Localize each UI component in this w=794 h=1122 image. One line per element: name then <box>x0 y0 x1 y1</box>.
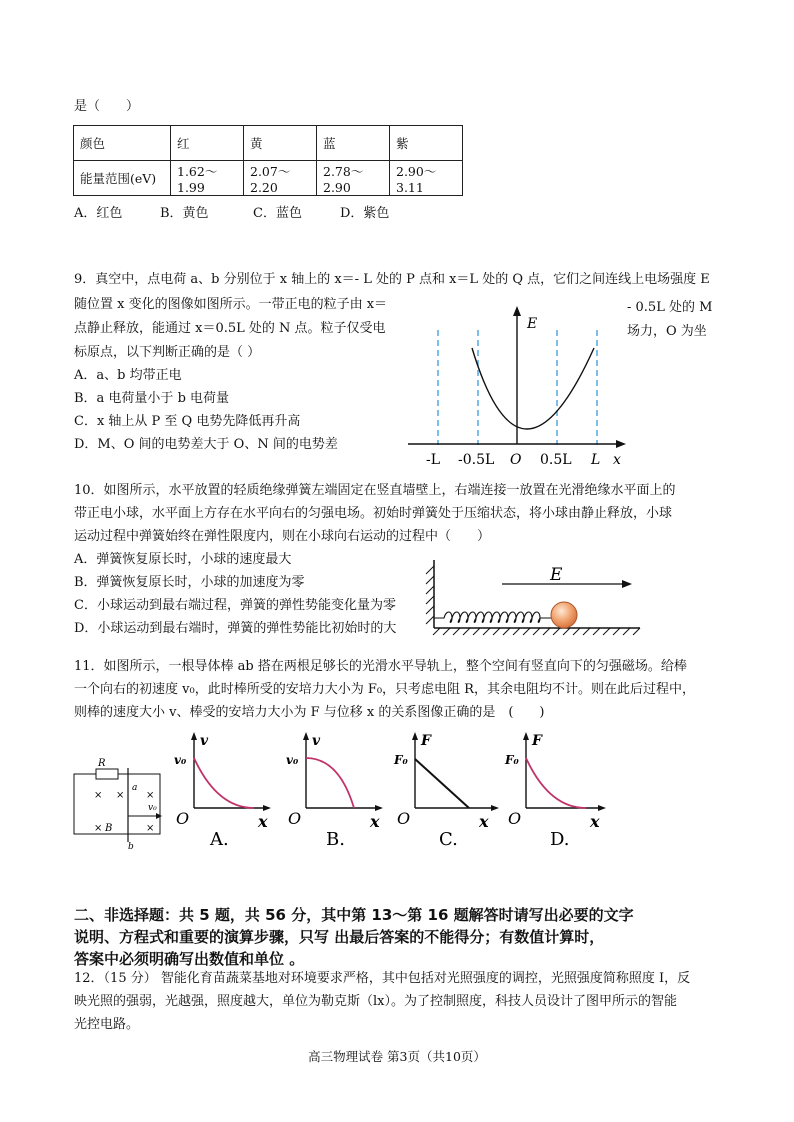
table-cell: 紫 <box>390 126 463 161</box>
q10-option-d[interactable]: D．小球运动到最右端时，弹簧的弹性势能比初始时的大 <box>74 621 397 636</box>
tick-label: -0.5L <box>458 452 495 468</box>
y0-label: F₀ <box>505 753 519 767</box>
q9-line1: 9．真空中，点电荷 a、b 分别位于 x 轴上的 x＝- L 处的 P 点和 x＝L 处的 Q 点，它们之间连线上电场强度 E <box>74 272 710 287</box>
table-cell: 颜色 <box>74 126 171 161</box>
q10-option-a[interactable]: A．弹簧恢复原长时，小球的速度最大 <box>74 552 292 567</box>
charged-ball <box>551 602 577 628</box>
cross-mark: × <box>146 790 155 801</box>
q8-intro: 是（ ） <box>74 99 140 114</box>
tick-label: L <box>591 452 601 468</box>
origin-label: O <box>508 809 522 828</box>
cross-mark: × <box>116 790 125 801</box>
q9-option-b[interactable]: B．a 电荷量小于 b 电荷量 <box>74 391 230 406</box>
y-axis-arrow-icon <box>412 732 418 740</box>
graph-line <box>415 759 469 808</box>
graph-curve <box>526 758 586 808</box>
option-label: B. <box>326 829 345 850</box>
table-cell: 蓝 <box>317 126 390 161</box>
x-label: x <box>258 812 268 831</box>
q10-option-b[interactable]: B．弹簧恢复原长时，小球的加速度为零 <box>74 575 305 590</box>
section2-line1: 二、非选择题：共 5 题，共 56 分，其中第 13～第 16 题解答时请写出必要的文字 <box>74 906 634 924</box>
field-label: E <box>550 565 563 585</box>
wall-hatching <box>426 566 434 624</box>
tick-label: -L <box>426 452 441 468</box>
y-axis-arrow-icon <box>513 306 521 316</box>
y-axis-arrow-icon <box>191 732 197 740</box>
cross-mark: × <box>94 790 103 801</box>
tick-label: 0.5L <box>540 452 572 468</box>
origin-label: O <box>288 809 302 828</box>
x-axis-arrow-icon <box>616 440 626 448</box>
option-label: A. <box>210 829 229 850</box>
cross-mark: × <box>94 823 103 834</box>
y0-label: F₀ <box>394 753 408 767</box>
table-cell: 2.78～2.90 <box>317 161 390 196</box>
v0-label: v₀ <box>148 803 157 813</box>
q9-line2a: 随位置 x 变化的图像如图所示。一带正电的粒子由 x＝ <box>74 297 388 312</box>
graph-curve <box>194 758 254 808</box>
q9-line3a: 点静止释放，能通过 x＝0.5L 处的 N 点。粒子仅受电 <box>74 321 386 336</box>
velocity-arrow-head-icon <box>156 813 162 819</box>
x-label: x <box>590 812 600 831</box>
floor-hatching <box>433 628 640 635</box>
x-axis-arrow-icon <box>598 805 606 811</box>
b-field-label: B <box>105 823 113 834</box>
y-label: v <box>312 733 321 749</box>
q11-line1: 11．如图所示，一根导体棒 ab 搭在两根足够长的光滑水平导轨上，整个空间有竖直向下的匀强磁场。给棒 <box>74 659 687 674</box>
q9-option-c[interactable]: C．x 轴上从 P 至 Q 电势先降低再升高 <box>74 414 301 429</box>
graph-option-d[interactable] <box>504 728 609 853</box>
y-label: F <box>421 733 431 749</box>
q10-option-c[interactable]: C．小球运动到最右端过程，弹簧的弹性势能变化量为零 <box>74 598 396 613</box>
q12-line3: 光控电路。 <box>74 1017 140 1032</box>
r-label: R <box>98 758 106 769</box>
e-curve <box>472 348 594 429</box>
q9-e-x-graph <box>400 300 630 470</box>
x-axis-arrow-icon <box>375 805 383 811</box>
a-label: a <box>132 783 138 793</box>
option-d[interactable]: D．紫色 <box>340 206 390 221</box>
table-row <box>74 161 463 196</box>
table-row <box>74 126 463 161</box>
q10-line2: 带正电小球，水平面上方存在水平向右的匀强电场。初始时弹簧处于压缩状态，将小球由静止释放，小球 <box>74 506 673 521</box>
q9-option-a[interactable]: A．a、b 均带正电 <box>74 368 182 383</box>
x-axis-arrow-icon <box>491 805 499 811</box>
y-label: E <box>527 316 538 332</box>
cross-mark: × <box>146 823 155 834</box>
y-axis-arrow-icon <box>523 732 529 740</box>
q11-circuit <box>72 750 172 850</box>
section2-line2: 说明、方程式和重要的演算步骤，只写 出最后答案的不能得分；有数值计算时， <box>74 928 605 946</box>
graph-option-b[interactable] <box>284 728 384 853</box>
q10-spring-figure <box>420 556 645 642</box>
q9-line2b: - 0.5L 处的 M <box>627 300 713 315</box>
x-label: x <box>613 452 621 468</box>
q12-line1: 12．（15 分） 智能化育苗蔬菜基地对环境要求严格，其中包括对光照强度的调控，光照强度简称照度 I，反 <box>74 971 691 986</box>
page-footer: 高三物理试卷 第3页（共10页） <box>308 1049 486 1064</box>
table-cell: 黄 <box>244 126 317 161</box>
y0-label: v₀ <box>286 753 299 767</box>
field-arrow-head-icon <box>622 580 632 588</box>
x-label: x <box>479 812 489 831</box>
q12-line2: 映光照的强弱，光越强，照度越大，单位为勒克斯（lx）。为了控制照度，科技人员设计了图甲所示的智能 <box>74 994 677 1009</box>
graph-curve <box>306 758 354 808</box>
q8-options <box>74 205 389 223</box>
q11-line2: 一个向右的初速度 v₀，此时棒所受的安培力大小为 F₀，只考虑电阻 R，其余电阻均不计。则在此后过程中， <box>74 682 695 697</box>
graph-option-a[interactable] <box>172 728 272 853</box>
spring <box>434 612 551 623</box>
x-label: x <box>370 812 380 831</box>
q10-line3: 运动过程中弹簧始终在弹性限度内，则在小球向右运动的过程中（ ） <box>74 529 491 544</box>
table-cell: 能量范围(eV) <box>74 161 171 196</box>
resistor <box>96 769 118 779</box>
y-label: F <box>532 733 542 749</box>
y0-label: v₀ <box>174 753 187 767</box>
graph-option-c[interactable] <box>393 728 503 853</box>
table-cell: 1.62～1.99 <box>171 161 244 196</box>
y-axis-arrow-icon <box>303 732 309 740</box>
tick-label: O <box>510 452 522 468</box>
table-cell: 2.07～2.20 <box>244 161 317 196</box>
option-b[interactable]: B．黄色 <box>160 206 209 221</box>
table-cell: 红 <box>171 126 244 161</box>
option-label: C. <box>439 829 458 850</box>
table-cell: 2.90～3.11 <box>390 161 463 196</box>
q9-line4: 标原点，以下判断正确的是（ ） <box>74 345 261 360</box>
origin-label: O <box>397 809 411 828</box>
option-label: D. <box>550 829 570 850</box>
section2-line3: 答案中必须明确写出数值和单位 。 <box>74 950 305 968</box>
q9-option-d[interactable]: D．M、O 间的电势差大于 O、N 间的电势差 <box>74 437 338 452</box>
q10-line1: 10．如图所示，水平放置的轻质绝缘弹簧左端固定在竖直墙壁上，右端连接一放置在光滑绝缘水平面上的 <box>74 483 676 498</box>
y-label: v <box>200 733 209 749</box>
origin-label: O <box>176 809 190 828</box>
energy-table <box>73 125 463 196</box>
q9-line3b: 场力，O 为坐 <box>627 324 707 339</box>
option-a[interactable]: A．红色 <box>74 206 123 221</box>
b-label: b <box>128 842 134 850</box>
q11-line3: 则棒的速度大小 v、棒受的安培力大小为 F 与位移 x 的关系图像正确的是 ( ) <box>74 705 545 720</box>
option-c[interactable]: C．蓝色 <box>253 206 302 221</box>
x-axis-arrow-icon <box>263 805 271 811</box>
